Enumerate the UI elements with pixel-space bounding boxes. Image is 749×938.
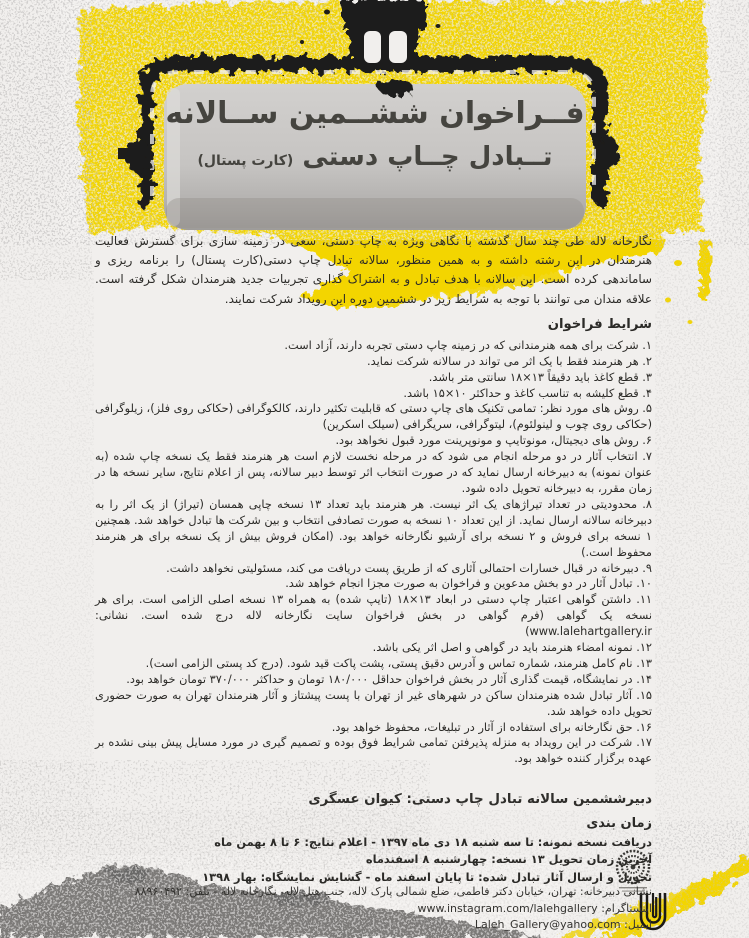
condition-item: ۲. هر هنرمند فقط با یک اثر می تواند در سالانه شرکت نماید. [367, 353, 652, 368]
schedule-heading: زمان بندی [586, 816, 652, 831]
poster-title-line2-sub: (کارت پستال) [197, 153, 294, 169]
contact-value: Laleh_Gallery@yahoo.com [474, 918, 621, 932]
conditions-list [95, 338, 652, 767]
contact-value: www.instagram.com/lalehgallery [417, 901, 598, 915]
contact-line [60, 884, 652, 901]
secretary-line: دبیرششمین سالانه تبادل چاپ دستی: کیوان عسگری [308, 792, 652, 807]
axle-right [597, 136, 619, 170]
contact-label: ایمیل: [624, 918, 652, 932]
contact-line [60, 901, 652, 918]
condition-item: ۳. قطع کاغذ باید دقیقاً ۱۳×۱۸ سانتی متر باشد. [428, 369, 652, 384]
condition-item: ۷. انتخاب آثار در دو مرحله انجام می شود که در مرحله نخست لازم است هر هنرمند فقط یک نسخه چاپ شده (به عنوان نمونه) به دبیرخانه ارسال نماید که در صورت انتخاب اثر توسط دبیر سالانه، پس از اعلام نتایج، سایر نسخه ها در زمان مقرر، به دبیرخانه تحویل داده شود. [95, 449, 652, 495]
schedule-line: آخرین زمان تحویل ۱۳ نسخه: چهارشنبه ۸ اسفندماه [365, 852, 652, 867]
condition-item: ۱. شرکت برای همه هنرمندانی که در زمینه چاپ دستی تجربه دارند، آزاد است. [284, 337, 652, 352]
poster-title-line1: فــراخوان ششــمین ســالانه [165, 96, 585, 131]
condition-item: ۱۵. آثار تبادل شده هنرمندان ساکن در شهرهای غیر از تهران با پست پیشتاز و آثار هنرمندان تهران به صورت حضوری تحویل داده خواهد شد. [95, 687, 652, 718]
condition-item: ۱۷. شرکت در این رویداد به منزله پذیرفتن تمامی شرایط فوق بوده و تصمیم گیری در مورد مسایل پیش بینی نشده بر عهده برگزار کننده خواهد بود. [95, 735, 652, 766]
conditions-heading: شرایط فراخوان [547, 316, 652, 332]
contact-line [60, 917, 652, 934]
contact-label: اینستاگرام: [601, 901, 652, 915]
poster-title-line2-main: تــبادل چــاپ دستی [302, 142, 553, 172]
schedule-block [95, 816, 652, 886]
schedule-list [95, 834, 652, 886]
title-block [163, 92, 587, 182]
body-text-column [95, 232, 652, 767]
condition-item: ۴. قطع کلیشه به تناسب کاغذ و حداکثر ۱۰×۱۵ باشد. [403, 385, 652, 400]
condition-item: ۱۴. در نمایشگاه، قیمت گذاری آثار در بخش فراخوان حداقل ۱۸۰/۰۰۰ تومان و حداکثر ۳۷۰/۰۰۰ تومان خواهد بود. [126, 671, 652, 686]
schedule-line: تحویل و ارسال آثار تبادل شده: تا پایان اسفند ماه - گشایش نمایشگاه: بهار ۱۳۹۸ [202, 869, 652, 884]
condition-item: ۶. روش های دیجیتال، مونوتایپ و مونوپرینت مورد قبول نخواهد بود. [335, 433, 652, 448]
condition-item: ۵. روش های مورد نظر: تمامی تکنیک های چاپ دستی که قابلیت تکثیر دارند، کالکوگرافی (حکاکی روی فلز)، زیلوگرافی (حکاکی روی چوب و لینولئوم)، لیتوگرافی، سریگرافی (سیلک اسکرین) [94, 401, 652, 432]
condition-item: ۸. محدودیتی در تعداد تیراژهای یک اثر نیست. هر هنرمند باید تعداد ۱۳ نسخه چاپی همسان (تیراژ) از یک اثر را به دبیرخانه سالانه ارسال نماید. از این تعداد ۱۰ نسخه به صورت تصادفی انتخاب و بین شرکت ها تبادل خواهد شد. همچنین ۱ نسخه برای فروش و ۲ نسخه برای آرشیو نگارخانه خواهد بود. (امکان فروش بیش از یک نسخه برای هر هنرمند محفوظ است.) [95, 496, 652, 559]
contact-block [60, 884, 652, 934]
poster-title-line2 [163, 136, 587, 182]
condition-item: ۱۶. حق نگارخانه برای استفاده از آثار در تبلیغات، محفوظ خواهد بود. [331, 719, 652, 734]
condition-item: ۱۱. داشتن گواهی اعتبار چاپ دستی در ابعاد ۱۳×۱۸ (تایپ شده) به همراه ۱۳ نسخه اصلی الزامی است. برای هر نسخه یک گواهی (فرم گواهی در بخش فراخوان سایت نگارخانه لاله درج شده است. نشانی: www.lalehartgallery.ir) [95, 592, 653, 639]
condition-item: ۹. دبیرخانه در قبال خسارات احتمالی آثاری که از طریق پست دریافت می کند، مسئولیتی نخواهد داشت. [166, 560, 652, 575]
condition-item: ۱۲. نمونه امضاء هنرمند باید در گواهی و اصل اثر یکی باشد. [372, 640, 652, 655]
condition-item: ۱۰. تبادل آثار در دو بخش مدعوین و فراخوان به صورت مجزا انجام خواهد شد. [285, 576, 652, 591]
schedule-line: دریافت نسخه نمونه: تا سه شنبه ۱۸ دی ماه ۱۳۹۷ - اعلام نتایج: ۶ تا ۸ بهمن ماه [214, 835, 652, 849]
contact-label: نشانی دبیرخانه: تهران، خیابان دکتر فاطمی، ضلع شمالی پارک لاله، جنب هتل لاله، نگارخانه لاله - تلفن: ۸۸۹۶۰۴۹۲ [134, 885, 652, 898]
condition-item: ۱۳. نام کامل هنرمند، شماره تماس و آدرس دقیق پستی، پشت پاکت قید شود. (درج کد پستی الزامی است). [145, 655, 652, 670]
intro-paragraph: نگارخانه لاله طی چند سال گذشته با نگاهی ویژه به چاپ دستی، سعی در زمینه سازی برای گسترش فعالیت هنرمندان در این رشته داشته و به همین منظور، سالانه تبادل چاپ دستی(کارت پستال) را برنامه ریزی و ساماندهی کرده است. این سالانه با هدف تبادل و به اشتراک گذاری تجربیات جدید هنرمندان شکل گرفته است. علاقه مندان می توانند با توجه به شرایط زیر در ششمین دوره این رویداد شرکت نمایند. [95, 234, 652, 306]
